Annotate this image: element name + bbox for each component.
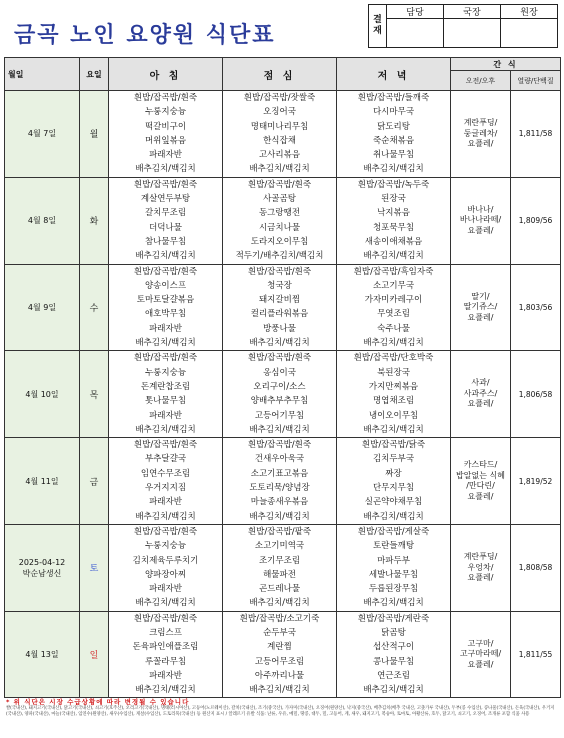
menu-item: 건새우아욱국 <box>254 454 305 465</box>
menu-item: 흰밥/잡곡밥/들깨죽 <box>357 93 430 103</box>
snack-item: 바나나라떼/ <box>459 215 502 225</box>
header-lunch: 점 심 <box>223 58 337 91</box>
breakfast-menu <box>109 524 223 611</box>
menu-item: 흰밥/잡곡밥/흰죽 <box>133 266 198 277</box>
day-date-text: 4월 8일 <box>27 216 57 226</box>
snack-item: 계란푸딩/ <box>463 552 498 562</box>
snack-item: 사과주스/ <box>463 388 498 398</box>
menu-item: 톳나물무침 <box>144 396 187 407</box>
menu-item: 흰밥/잡곡밥/닭죽 <box>361 440 426 451</box>
menu-item: 배추김치/백김치 <box>135 598 196 609</box>
header-snack: 간 식 <box>451 58 561 71</box>
approval-label: 결재 <box>369 5 387 48</box>
menu-item: 머위잎볶음 <box>144 135 187 146</box>
snack-menu <box>451 177 511 264</box>
menu-item: 흰밥/잡곡밥/잣쌀죽 <box>243 93 316 103</box>
dinner-menu <box>337 91 451 178</box>
approval-header-chief: 원장 <box>501 5 558 19</box>
menu-item: 조기무조림 <box>258 555 301 566</box>
day-date-text: 4월 11일 <box>25 476 59 486</box>
day-of-week: 금 <box>80 438 109 525</box>
day-row <box>5 438 561 525</box>
day-date-text: 2025-04-12 <box>18 557 66 567</box>
menu-item: 더덕나물 <box>149 222 182 233</box>
origin-allergy-notice: 쌀(국내산), 돼지고기(국내산), 닭고기(국내산), 쇠고기(호주산), 오리고기(국내산), 명태(러시아산), 고등어(노르웨이산), 갈치(국내산), 조기(중국산), 가자미(국내산), 오징어(원양산), 낙지(중국산), 배추김치(배추 국내산, 고춧가루 국내산), 두부(콩 수입산), 콩나물(국내산), 돈육(국내산), 우거지(국내산), 양파(국내산), 마늘(국내산), 임연수(원양산), 새우(수입산), 게살(수입산), 도토리묵(국내산) 등 원산지 표시 / 알레르기 유발 식품: 난류, 우유, 메밀, 땅콩, 대두, 밀, 고등어, 게, 새우, 돼지고기, 복숭아, 토마토, 아황산류, 호두, 닭고기, 쇠고기, 오징어, 조개류 포함 식품 사용 <box>6 706 555 717</box>
menu-item: 김치두부국 <box>372 454 415 465</box>
menu-item: 배추김치/백김치 <box>363 164 424 175</box>
breakfast-menu <box>109 351 223 438</box>
day-date <box>5 177 80 264</box>
snack-item: 요플레/ <box>467 491 494 501</box>
dinner-menu <box>337 351 451 438</box>
snack-item: 딸기쥬스/ <box>463 302 498 312</box>
menu-item: 계란찜 <box>267 642 292 653</box>
calorie-protein: 1,819/52 <box>511 438 561 525</box>
menu-item: 컬리플라워볶음 <box>250 309 309 320</box>
day-row <box>5 524 561 611</box>
day-of-week: 목 <box>80 351 109 438</box>
dinner-menu <box>337 177 451 264</box>
menu-item: 고등어기무침 <box>254 410 305 421</box>
snack-item: 요플레/ <box>467 399 494 409</box>
day-date-note: 박순남생신 <box>22 568 62 578</box>
menu-item: 흰밥/잡곡밥/게란죽 <box>357 613 430 624</box>
calorie-protein: 1,811/55 <box>511 611 561 698</box>
menu-item: 배추김치/백김치 <box>249 424 310 435</box>
menu-item: 콩나물무침 <box>372 656 415 667</box>
menu-item: 흰밥/잡곡밥/녹두죽 <box>357 179 430 190</box>
day-row <box>5 91 561 178</box>
menu-item: 세발나물무침 <box>368 569 419 580</box>
menu-item: 배추김치/백김치 <box>363 424 424 435</box>
lunch-menu <box>223 611 337 698</box>
menu-item: 북된장국 <box>377 367 410 378</box>
menu-item: 도라지오이무침 <box>250 236 309 247</box>
menu-item: 오리구이/소스 <box>253 381 306 392</box>
menu-item: 배추김치/백김치 <box>249 685 310 696</box>
menu-item: 동그랑땡전 <box>258 208 301 219</box>
menu-item: 토마토달걀볶음 <box>136 295 195 306</box>
menu-item: 청국장 <box>267 280 292 291</box>
menu-item: 배추김치/백김치 <box>135 251 196 262</box>
snack-item: 바나나/ <box>467 204 494 214</box>
menu-item: 배추김치/백김치 <box>249 598 310 609</box>
menu-item: 돈계란찹조림 <box>140 381 191 392</box>
menu-item: 누룽지숭늉 <box>144 367 187 378</box>
snack-menu <box>451 264 511 351</box>
lunch-menu <box>223 91 337 178</box>
menu-item: 배추김치/백김치 <box>363 338 424 349</box>
header-date: 월일 <box>5 58 80 91</box>
menu-item: 배추김치/백김치 <box>363 251 424 262</box>
snack-menu <box>451 351 511 438</box>
day-date <box>5 351 80 438</box>
approval-sign-director[interactable] <box>444 19 501 48</box>
approval-sign-chief[interactable] <box>501 19 558 48</box>
menu-item: 곤드레나물 <box>258 584 301 595</box>
snack-item: 카스타드/ <box>463 460 498 470</box>
menu-item: 실곤약야채무침 <box>364 497 423 508</box>
lunch-menu <box>223 264 337 351</box>
menu-item: 흰밥/잡곡밥/흰죽 <box>133 613 198 624</box>
menu-item: 다시마무국 <box>372 107 415 118</box>
menu-item: 김치제육두루치기 <box>132 555 199 566</box>
calorie-protein: 1,806/58 <box>511 351 561 438</box>
day-row <box>5 264 561 351</box>
menu-item: 배추김치/백김치 <box>249 338 310 349</box>
day-date <box>5 91 80 178</box>
header-calorie: 열량/단백질 <box>511 71 561 91</box>
menu-item: 취나물무침 <box>372 150 415 161</box>
menu-item: 오징어국 <box>263 107 296 118</box>
menu-item: 순두부국 <box>263 627 296 638</box>
day-of-week: 수 <box>80 264 109 351</box>
day-date <box>5 264 80 351</box>
menu-item: 계살연두부탕 <box>140 194 191 205</box>
header-snack-sub: 오전/오후 <box>451 71 511 91</box>
menu-item: 흰밥/잡곡밥/흰죽 <box>133 179 198 190</box>
menu-item: 사골곰탕 <box>263 194 296 205</box>
snack-item: 우엉차/ <box>467 562 494 572</box>
menu-item: 배추김치/백김치 <box>363 685 424 696</box>
menu-item: 냉이오이무침 <box>368 410 419 421</box>
menu-item: 닭도리탕 <box>377 121 410 132</box>
day-date <box>5 438 80 525</box>
lunch-menu <box>223 177 337 264</box>
menu-item: 흰밥/잡곡밥/단호박죽 <box>353 353 434 364</box>
snack-item: 고구마라떼/ <box>459 649 502 659</box>
menu-item: 고등어무조림 <box>254 656 305 667</box>
meal-plan-table <box>4 57 561 698</box>
snack-item: /만다린/ <box>466 481 495 491</box>
menu-item: 우거지지짐 <box>144 483 187 494</box>
snack-item: 요플레/ <box>467 225 494 235</box>
menu-item: 옹심이국 <box>263 367 296 378</box>
lunch-menu <box>223 438 337 525</box>
day-row <box>5 611 561 698</box>
lunch-menu <box>223 351 337 438</box>
header-dow: 요일 <box>80 58 109 91</box>
menu-item: 청포묵무침 <box>372 222 415 233</box>
menu-item: 참나물무침 <box>144 236 187 247</box>
snack-menu <box>451 524 511 611</box>
approval-header-director: 국장 <box>444 5 501 19</box>
menu-item: 배추김치/백김치 <box>135 511 196 522</box>
menu-item: 흰밥/잡곡밥/팥죽 <box>247 526 312 537</box>
header-breakfast: 아 침 <box>109 58 223 91</box>
menu-item: 루꼴라무침 <box>144 656 187 667</box>
snack-item: 계란푸딩/ <box>463 118 498 128</box>
snack-item: 둥글레차/ <box>463 128 498 138</box>
breakfast-menu <box>109 264 223 351</box>
menu-item: 돈육파인애플조림 <box>132 642 199 653</box>
menu-item: 흰밥/잡곡밥/흰죽 <box>247 266 312 277</box>
menu-item: 파래자반 <box>149 323 182 334</box>
menu-item: 방풍나물 <box>263 323 296 334</box>
menu-item: 아주까리나물 <box>254 670 305 681</box>
menu-item: 파래자반 <box>149 670 182 681</box>
day-date-text: 4월 13일 <box>25 650 59 660</box>
menu-item: 된장국 <box>381 194 406 205</box>
menu-item: 닭곰탕 <box>381 627 406 638</box>
menu-item: 애호박무침 <box>144 309 187 320</box>
calorie-protein: 1,803/56 <box>511 264 561 351</box>
menu-item: 흰밥/잡곡밥/흑임자죽 <box>353 266 434 277</box>
calorie-protein: 1,809/56 <box>511 177 561 264</box>
menu-item: 가자미카레구이 <box>364 295 423 306</box>
menu-item: 임연수무조림 <box>140 468 191 479</box>
menu-item: 고사리볶음 <box>258 150 301 161</box>
dinner-menu <box>337 524 451 611</box>
lunch-menu <box>223 524 337 611</box>
page-title: 금곡 노인 요양원 식단표 <box>14 23 276 48</box>
menu-item: 명태미나리무침 <box>250 121 309 132</box>
menu-item: 숙주나물 <box>377 323 410 334</box>
menu-item: 도토리묵/양념장 <box>249 483 310 494</box>
snack-item: 요플레/ <box>467 659 494 669</box>
menu-item: 배추김치/백김치 <box>135 685 196 696</box>
approval-sign-staff[interactable] <box>387 19 444 48</box>
breakfast-menu <box>109 438 223 525</box>
snack-menu <box>451 91 511 178</box>
snack-menu <box>451 438 511 525</box>
day-date-text: 4월 7일 <box>27 129 57 139</box>
dinner-menu <box>337 264 451 351</box>
menu-item: 떡갈비구이 <box>144 121 187 132</box>
menu-item: 적두기/배추김치/백김치 <box>235 251 324 262</box>
menu-item: 배추김치/백김치 <box>363 511 424 522</box>
snack-item: 밥알없는 식혜 <box>456 470 505 480</box>
menu-item: 양송이스프 <box>144 280 187 291</box>
day-date-text: 4월 10일 <box>25 389 59 399</box>
menu-item: 파래자반 <box>149 584 182 595</box>
snack-item: 요플레/ <box>467 312 494 322</box>
menu-item: 한식잡채 <box>263 135 296 146</box>
menu-item: 시금치나물 <box>258 222 301 233</box>
day-date <box>5 611 80 698</box>
day-date-text: 4월 9일 <box>27 302 57 312</box>
day-date <box>5 524 80 611</box>
day-of-week: 월 <box>80 91 109 178</box>
menu-item: 해물파전 <box>263 569 296 580</box>
menu-item: 흰밥/잡곡밥/흰죽 <box>133 353 198 364</box>
dinner-menu <box>337 438 451 525</box>
menu-item: 연근조림 <box>377 670 410 681</box>
menu-change-notice: * 위 식단은 시장 수급상황에 따라 변경될 수 있습니다 <box>6 698 190 706</box>
approval-header-staff: 담당 <box>387 5 444 19</box>
day-of-week: 일 <box>80 611 109 698</box>
menu-item: 흰밥/잡곡밥/흰죽 <box>133 93 198 103</box>
calorie-protein: 1,808/58 <box>511 524 561 611</box>
menu-item: 배추김치/백김치 <box>135 424 196 435</box>
menu-item: 누룽지숭늉 <box>144 541 187 552</box>
calorie-protein: 1,811/58 <box>511 91 561 178</box>
day-of-week: 화 <box>80 177 109 264</box>
menu-item: 파래자반 <box>149 150 182 161</box>
menu-item: 짜장 <box>385 468 402 479</box>
menu-item: 죽순채볶음 <box>372 135 415 146</box>
menu-item: 파래자반 <box>149 410 182 421</box>
menu-item: 가지만찌볶음 <box>368 381 419 392</box>
menu-item: 새송이애채볶음 <box>364 236 423 247</box>
breakfast-menu <box>109 177 223 264</box>
snack-item: 사과/ <box>471 378 490 388</box>
menu-item: 배추김치/백김치 <box>363 598 424 609</box>
menu-item: 마파두부 <box>377 555 410 566</box>
menu-item: 돼지갈비찜 <box>258 295 301 306</box>
menu-item: 배추김치/백김치 <box>135 164 196 175</box>
menu-item: 흰밥/잡곡밥/흰죽 <box>247 179 312 190</box>
menu-item: 소고기무국 <box>372 280 415 291</box>
day-row <box>5 177 561 264</box>
snack-item: 요플레/ <box>467 139 494 149</box>
menu-item: 배추김치/백김치 <box>249 164 310 175</box>
day-row <box>5 351 561 438</box>
menu-item: 양배추부추무침 <box>250 396 309 407</box>
approval-box <box>368 4 558 48</box>
menu-item: 흰밥/잡곡밥/흰죽 <box>247 440 312 451</box>
menu-item: 흰밥/잡곡밥/게살죽 <box>357 526 430 537</box>
snack-item: 딸기/ <box>471 291 490 301</box>
menu-item: 배추김치/백김치 <box>135 338 196 349</box>
menu-item: 흰밥/잡곡밥/소고기죽 <box>239 613 320 624</box>
menu-item: 배추김치/백김치 <box>249 511 310 522</box>
menu-item: 크림스프 <box>149 627 182 638</box>
menu-item: 명엽채조림 <box>372 396 415 407</box>
menu-item: 부추달걀국 <box>144 454 187 465</box>
menu-item: 마늘종새우볶음 <box>250 497 309 508</box>
menu-item: 흰밥/잡곡밥/흰죽 <box>133 526 198 537</box>
breakfast-menu <box>109 91 223 178</box>
menu-item: 두릅된장무침 <box>368 584 419 595</box>
menu-item: 섭산적구이 <box>372 642 415 653</box>
snack-item: 요플레/ <box>467 573 494 583</box>
menu-item: 갈치무조림 <box>144 208 187 219</box>
menu-item: 단무지무침 <box>372 483 415 494</box>
menu-item: 흰밥/잡곡밥/흰죽 <box>247 353 312 364</box>
menu-item: 파래자반 <box>149 497 182 508</box>
header-dinner: 저 녁 <box>337 58 451 91</box>
menu-item: 낙지볶음 <box>377 208 410 219</box>
snack-menu <box>451 611 511 698</box>
breakfast-menu <box>109 611 223 698</box>
menu-item: 누룽지숭늉 <box>144 107 187 118</box>
snack-item: 고구마/ <box>467 638 494 648</box>
menu-item: 양파장아찌 <box>144 569 187 580</box>
menu-item: 토란들깨탕 <box>372 541 415 552</box>
dinner-menu <box>337 611 451 698</box>
day-of-week: 토 <box>80 524 109 611</box>
menu-item: 무엿조림 <box>377 309 410 320</box>
menu-item: 소고기미역국 <box>254 541 305 552</box>
menu-item: 흰밥/잡곡밥/흰죽 <box>133 440 198 451</box>
menu-item: 소고기표고볶음 <box>250 468 309 479</box>
